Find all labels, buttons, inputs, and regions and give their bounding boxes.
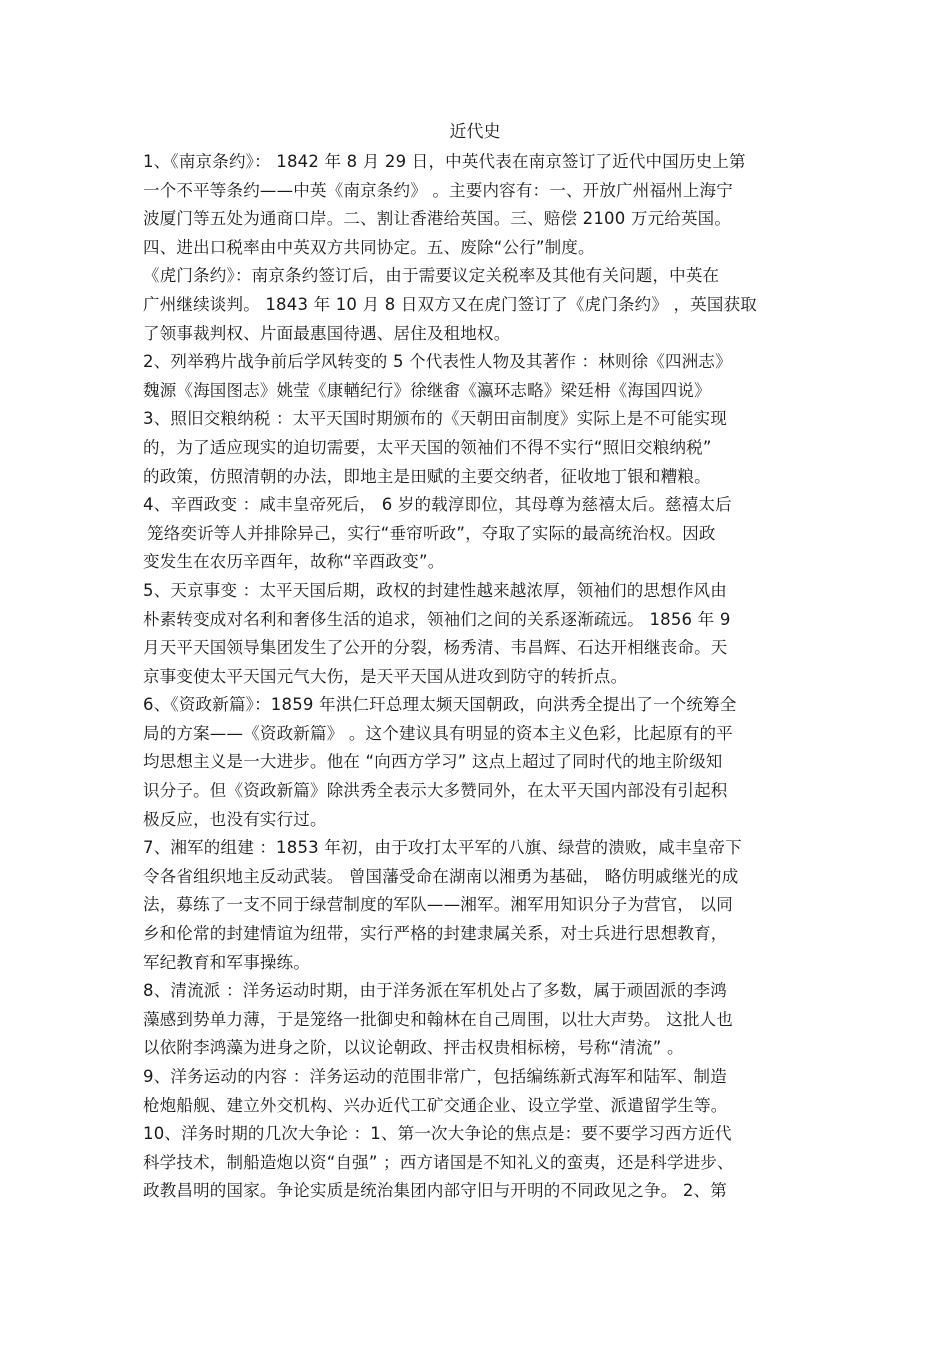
- document-title: 近代史: [449, 122, 501, 142]
- text-line: 3、照旧交粮纳税 ：太平天国时期颁布的《天朝田亩制度》实际上是不可能实现: [143, 409, 727, 429]
- text-line: 《虎门条约》：南京条约签订后，由于需要议定关税率及其他有关问题，中英在: [143, 266, 720, 286]
- text-line: 以依附李鸿藻为进身之阶，以议论朝政、抨击权贵相标榜，号称“清流” 。: [143, 1038, 684, 1058]
- text-line: 科学技术，制船造炮以资“自强” ；西方诸国是不知礼义的蛮夷，还是科学进步、: [143, 1152, 734, 1172]
- text-line: 笼络奕䜣等人并排除异己，实行“垂帘听政”，夺取了实际的最高统治权。因政: [147, 523, 716, 543]
- text-line: 月天平天国领导集团发生了公开的分裂，杨秀清、韦昌辉、石达开相继丧命。天: [143, 638, 728, 658]
- text-line: 10、洋务时期的几次大争论 ：1、第一次大争论的焦点是：要不要学习西方近代: [143, 1124, 732, 1144]
- document-body: [143, 148, 823, 1206]
- text-line: 的，为了适应现实的迫切需要，太平天国的领袖们不得不实行“照旧交粮纳税”: [143, 437, 712, 457]
- text-line: 2、列举鸦片战争前后学风转变的 5 个代表性人物及其著作 ：林则徐《四洲志》: [143, 352, 732, 372]
- text-line: 均思想主义是一大进步。他在 “向西方学习” 这点上超过了同时代的地主阶级知: [143, 752, 723, 772]
- text-line: 识分子。但《资政新篇》除洪秀全表示大多赞同外，在太平天国内部没有引起积: [143, 781, 728, 801]
- text-line: 的政策，仿照清朝的办法，即地主是田赋的主要交纳者，征收地丁银和糟粮。: [143, 466, 711, 486]
- text-line: 8、清流派 ：洋务运动时期，由于洋务派在军机处占了多数，属于顽固派的李鸿: [143, 981, 727, 1001]
- text-line: 法，募练了一支不同于绿营制度的军队——湘军。湘军用知识分子为营官， 以同: [143, 895, 733, 915]
- text-line: 1、《南京条约》： 1842 年 8 月 29 日，中英代表在南京签订了近代中国历史上第: [143, 152, 746, 171]
- text-line: 军纪教育和军事操练。: [143, 952, 310, 972]
- text-line: 令各省组织地主反动武装。 曾国藩受命在湖南以湘勇为基础， 略仿明戚继光的成: [143, 866, 739, 886]
- text-line: 极反应，也没有实行过。: [143, 809, 327, 829]
- text-line: 7、湘军的组建 ：1853 年初，由于攻打太平军的八旗、绿营的溃败，咸丰皇帝下: [143, 838, 742, 858]
- text-line: 四、进出口税率由中英双方共同协定。五、废除“公行”制度。: [143, 237, 595, 257]
- text-line: 政教昌明的国家。争论实质是统治集团内部守旧与开明的不同政见之争。 2、第: [143, 1181, 727, 1201]
- text-line: 9、洋务运动的内容 ：洋务运动的范围非常广，包括编练新式海军和陆军、制造: [143, 1067, 727, 1086]
- text-line: 朴素转变成对名利和奢侈生活的追求，领袖们之间的关系逐渐疏远。 1856 年 9: [143, 609, 731, 629]
- text-line: 6、《资政新篇》：1859 年洪仁玕总理太频天国朝政，向洪秀全提出了一个统筹全: [143, 695, 737, 715]
- text-line: 乡和伦常的封建情谊为纽带，实行严格的封建隶属关系，对士兵进行思想教育，: [143, 924, 728, 944]
- text-line: 魏源《海国图志》姚莹《康輶纪行》徐继畬《瀛环志略》梁廷枏《海国四说》: [143, 380, 711, 400]
- text-line: 枪炮船舰、建立外交机构、兴办近代工矿交通企业、设立学堂、派遣留学生等。: [143, 1095, 728, 1115]
- text-line: 京事变使太平天国元气大伤，是天平天国从进攻到防守的转折点。: [143, 666, 628, 686]
- text-line: 波厦门等五处为通商口岸。二、割让香港给英国。三、赔偿 2100 万元给英国。: [143, 209, 732, 229]
- text-line: 藻感到势单力薄，于是笼络一批御史和翰林在自己周围，以壮大声势。 这批人也: [143, 1009, 733, 1029]
- text-line: 了领事裁判权、片面最惠国待遇、居住及租地权。: [143, 323, 511, 343]
- text-line: 4、辛酉政变 ：咸丰皇帝死后， 6 岁的载淳即位，其母尊为慈禧太后。慈禧太后: [143, 495, 732, 515]
- text-line: 变发生在农历辛酉年，故称“辛酉政变”。: [143, 552, 445, 572]
- text-line: 5、天京事变 ：太平天国后期，政权的封建性越来越浓厚，领袖们的思想作风由: [143, 580, 727, 600]
- text-line: 局的方案——《资政新篇》 。这个建议具有明显的资本主义色彩，比起原有的平: [143, 723, 733, 743]
- text-line: 广州继续谈判。 1843 年 10 月 8 日双方又在虎门签订了《虎门条约》 ，英国获取: [143, 294, 757, 314]
- text-line: 一个不平等条约——中英《南京条约》 。主要内容有：一、开放广州福州上海宁: [143, 180, 733, 200]
